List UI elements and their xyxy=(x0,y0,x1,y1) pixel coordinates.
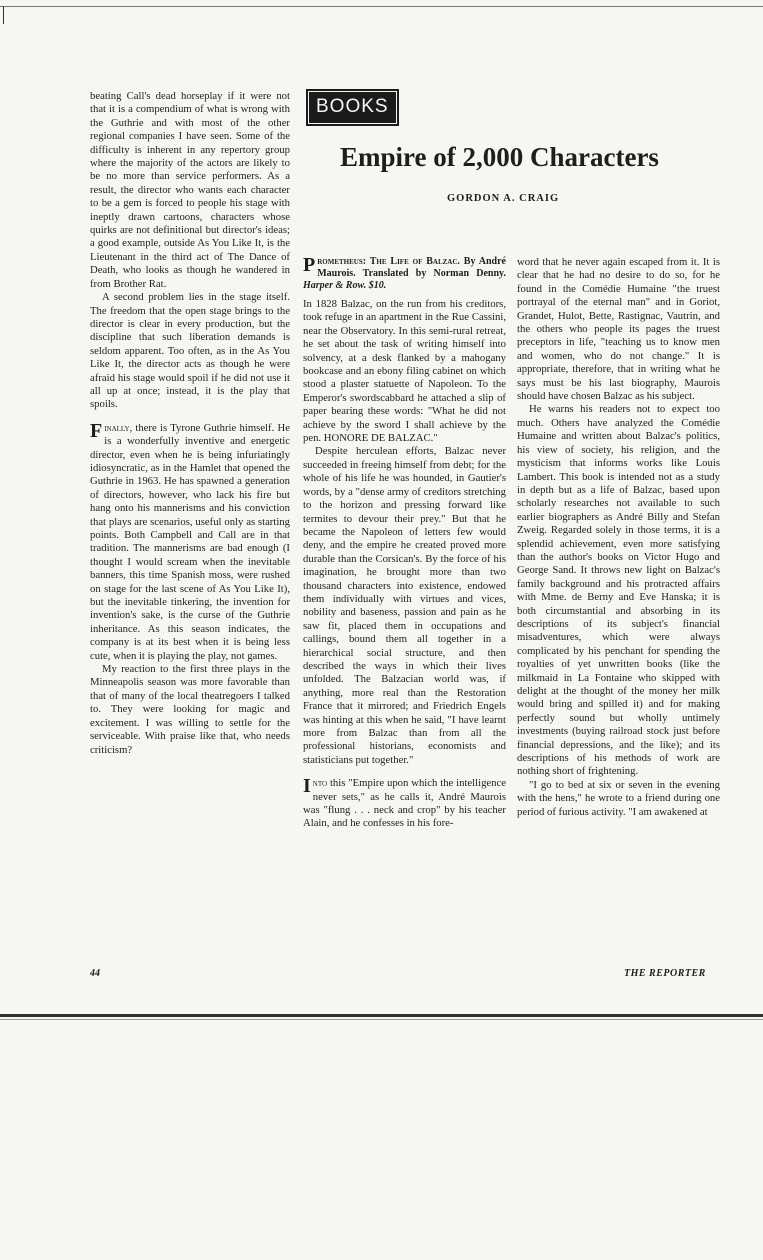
finally-lead-text: there is Tyrone Guthrie xyxy=(135,421,237,434)
finally-body-text: himself. He is a wonderfully inventive and energetic director, even when he is being infuriatingly idiosyncratic, as in the Hamlet that opened the Guthrie in 1963. He has spawned a generation of directors, however, who lack his fire but hang onto his mannerisms and his conviction that plays are scenarios, useful only as starting points. Both Campbell and Call are in that tradition. The mannerisms are bad enough (I thought I would scream when the inevitable banners, this time Spanish moss, were rushed on stage for the last scene of As You Like It), but the inevitable tinkering, the invention for invention's sake, is the curse of the Guthrie inheritance. As this season indicates, the company is at its best when it is being less cute, when it is playing the play, not games. xyxy=(90,421,290,662)
page-edge-bottom-thin xyxy=(0,1019,763,1020)
middle-paragraph-1: In 1828 Balzac, on the run from his creditors, took refuge in an apartment in the Rue Cassini, near the Observatory. In this semi-rural retreat, he set about the task of writing himself into solvency, at a desk flanked by a mahogany bookcase and an ebony filing cabinet on which stood a plaster statuette of Napoleon. To the Emperor's swordscabbard he attached a slip of paper bearing these words: "What he did not achieve by the sword I shall achieve by the pen. HONORE DE BALZAC." xyxy=(303,298,506,445)
book-title: rometheus: The Life of Balzac. xyxy=(317,256,460,267)
section-badge: BOOKS xyxy=(309,92,396,123)
into-text: this "Empire upon which the intelligence never sets," as he calls it, André Maurois was "flung . . . neck and crop" by his teacher Alain, and he confesses in his fore- xyxy=(303,777,507,830)
smallcaps-into: nto xyxy=(312,778,328,790)
middle-column xyxy=(303,256,506,831)
right-column xyxy=(517,256,720,819)
drop-cap-f: F xyxy=(90,419,103,442)
left-paragraph-4: My reaction to the first three plays in the Minneapolis season was more favorable than that of many of the local theatregoers I talked to. They were looking for magic and excitement. I was willing to settle for the serviceable. With praise like that, who needs criticism? xyxy=(90,663,290,756)
right-paragraph-3: "I go to bed at six or seven in the evening with the hens," he wrote to a friend during one period of furious activity. "I am awakened at xyxy=(517,778,720,818)
left-column xyxy=(90,90,290,757)
book-credit: By André Maurois. Translated by Norman Denny. xyxy=(317,256,506,279)
page-number: 44 xyxy=(90,968,100,979)
left-paragraph-finally xyxy=(90,419,290,663)
left-paragraph-1: beating Call's dead horseplay if it were not that it is a compendium of what is wrong with the Guthrie and with most of the other regional companies I have seen. Some of the difficulty is inherent in any repertory group where the majority of the actors are likely to be no more than service performers. As a result, the director who wants each character to be a gem is forced to people his stage with ineptly drawn cartoons, characters whose quirks are not definitional but director's ideas; a good example, outside As You Like It, is the Lieutenant in the third act of The Dance of Death, who looks as though he wandered in from Brother Rat. xyxy=(90,90,290,290)
book-publisher: Harper & Row. $10. xyxy=(303,280,387,291)
page-edge-left xyxy=(3,6,4,24)
right-paragraph-1: word that he never again escaped from it. It is clear that he had no desire to do so, for he found in the Comédie Humaine "the truest portrayal of the eternal man" and in Goriot, Grandet, Hulot, Bette, Rastignac, Vautrin, and the others who people its pages the truest preceptors in life, "teaching us to know men and women, who do not change." It is appropriate, therefore, that in writing what he says must be his last biography, Maurois should have chosen Balzac as his subject. xyxy=(517,256,720,403)
drop-cap-p: P xyxy=(303,254,316,276)
middle-paragraph-2: Despite herculean efforts, Balzac never succeeded in freeing himself from debt; for the whole of his life he was hounded, in Gautier's words, by a "dense army of creditors stretching to the horizon and pressing forward like termites to devour their prey." But that he became the Napoleon of letters few would deny, and the empire he created proved more durable than the Corsican's. By the force of his imagination, he brought more than two thousand characters into existence, endowed them individually with virtues and vices, nobility and baseness, passion and pain as he saw fit, placed them in occupations and callings, bound them all together in a hierarchical social structure, and then described the ways in which their lives unfolded. The Balzacian world was, if anything, more real than the Restoration France that it mirrored; and Friedrich Engels was hinting at this when he said, "I have learnt more from Balzac than from all the professional historians, economists and statisticians put together." xyxy=(303,445,506,766)
article-byline: GORDON A. CRAIG xyxy=(447,193,560,204)
review-book-heading xyxy=(303,256,506,292)
magazine-name: THE REPORTER xyxy=(624,968,706,979)
article-headline: Empire of 2,000 Characters xyxy=(340,142,659,172)
left-paragraph-2: A second problem lies in the stage itself. The freedom that the open stage brings to the director is clear in every production, but the discipline that such liberation demands is seldom apparent. Too often, as in the As You Like It, the director acts as though he were afraid his stage would spoil if he did not use it all up at once; instead, it is the play that spoils. xyxy=(90,291,290,411)
smallcaps-lead: inally, xyxy=(104,422,133,434)
right-paragraph-2: He warns his readers not to expect too much. Others have analyzed the Comédie Humaine and written about Balzac's politics, his view of society, his religion, and the mysticism that informs works like Louis Lambert. This book is intended not as a study in depth but as a life of Balzac, based upon scholarly researches not available to such earlier biographers as André Billy and Stefan Zweig. Regarded solely in those terms, it is a splendid achievement, even more satisfying than the author's books on Victor Hugo and George Sand. It throws new light on Balzac's family background and his protracted affairs with Mme. de Berny and Eve Hanska; it is both circumstantial and absorbing in its descriptions of its subject's financial misadventures, which were always complicated by his penchant for spending the royalties of yet unwritten books (like the milkmaid in La Fontaine who skipped with delight at the thought of the money her milk would bring and spilled it) and for making perfectly sound but wholly untimely investments (buying railroad stock just before financial depressions, and the like); and its descriptions of his methods of work are nothing short of frightening. xyxy=(517,403,720,778)
drop-cap-i: I xyxy=(303,775,311,798)
page-edge-bottom xyxy=(0,1014,763,1017)
page-edge-top xyxy=(0,6,763,7)
middle-paragraph-into xyxy=(303,777,506,831)
